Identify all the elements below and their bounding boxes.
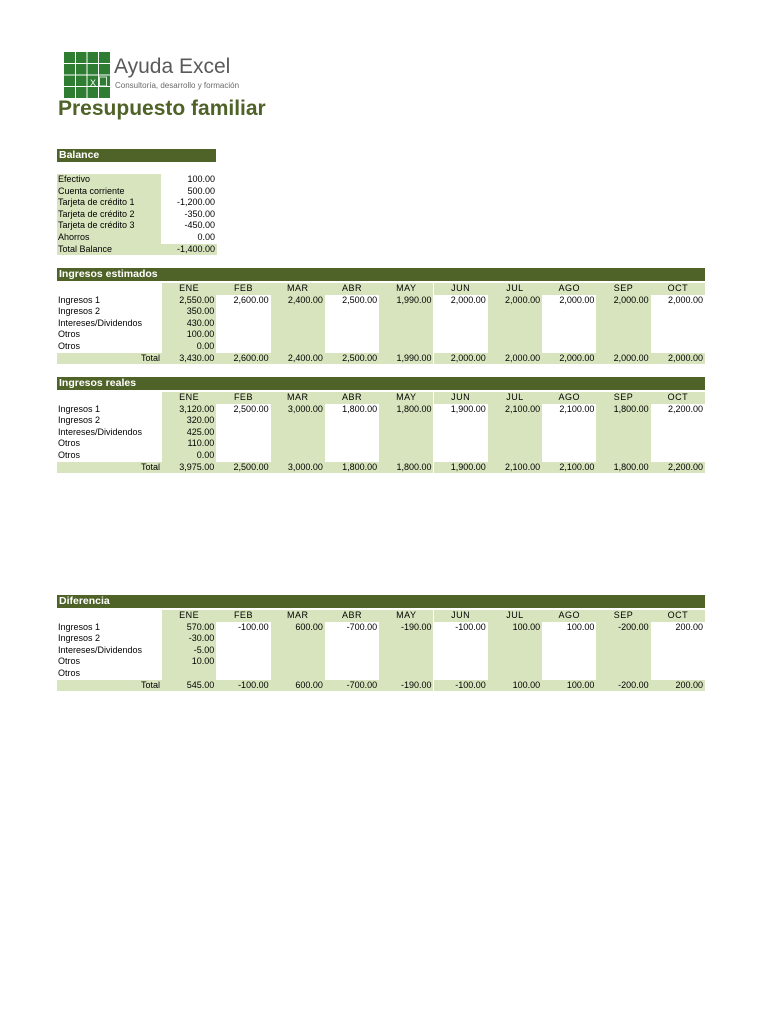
table-cell: 2,100.00 <box>559 403 595 414</box>
month-header: FEB <box>216 283 270 295</box>
month-header: AGO <box>542 283 596 295</box>
table-cell <box>596 633 650 645</box>
month-header: MAY <box>379 610 433 622</box>
table-cell <box>488 656 542 668</box>
table-cell <box>379 306 433 318</box>
table-cell <box>651 306 705 318</box>
table-cell <box>216 427 270 439</box>
month-header: JUN <box>434 610 488 622</box>
total-row <box>57 462 705 474</box>
table-cell: -100.00 <box>455 621 486 632</box>
table-cell <box>542 341 596 353</box>
spreadsheet-logo-icon <box>64 52 110 98</box>
table-cell: 0.00 <box>162 341 216 353</box>
table-cell <box>596 450 650 462</box>
month-header: FEB <box>216 392 270 404</box>
table-row <box>57 438 705 450</box>
table-cell <box>488 668 542 680</box>
row-label: Ingresos 2 <box>58 306 101 317</box>
table-cell <box>542 415 596 427</box>
total-cell: 3,975.00 <box>162 462 216 474</box>
month-header-row <box>57 283 705 295</box>
table-cell: 2,000.00 <box>488 295 542 307</box>
balance-value: -1,200.00 <box>176 197 215 208</box>
table-cell <box>379 318 433 330</box>
table-cell <box>271 306 325 318</box>
balance-header: Balance <box>57 149 216 162</box>
total-cell: 3,000.00 <box>271 462 325 474</box>
month-header: MAR <box>271 392 325 404</box>
table-row <box>57 404 705 416</box>
table-cell <box>651 329 705 341</box>
table-cell: -100.00 <box>238 621 269 632</box>
table-cell <box>488 318 542 330</box>
total-cell: 2,200.00 <box>651 462 705 474</box>
table-cell <box>651 341 705 353</box>
table-cell: 100.00 <box>566 621 595 632</box>
table-cell: 1,900.00 <box>450 403 486 414</box>
month-header: OCT <box>651 610 705 622</box>
table-cell <box>325 318 379 330</box>
table-cell: 2,200.00 <box>667 403 703 414</box>
table-cell <box>216 438 270 450</box>
month-header: ENE <box>162 392 216 404</box>
table-cell: -700.00 <box>346 621 378 632</box>
table-cell <box>542 668 596 680</box>
month-header: FEB <box>216 610 270 622</box>
month-header: SEP <box>596 392 650 404</box>
table-cell <box>488 633 542 645</box>
total-cell: -700.00 <box>325 680 379 692</box>
table-cell <box>216 450 270 462</box>
table-cell <box>488 415 542 427</box>
table-cell <box>216 633 270 645</box>
table-row <box>57 427 705 439</box>
balance-label: Tarjeta de crédito 3 <box>57 220 161 232</box>
table-cell <box>325 306 379 318</box>
table-cell <box>271 318 325 330</box>
total-cell: 1,900.00 <box>434 462 488 474</box>
table-cell <box>271 656 325 668</box>
table-row <box>57 645 705 657</box>
table-cell: 1,990.00 <box>379 295 433 307</box>
table-cell <box>216 329 270 341</box>
table-cell <box>325 341 379 353</box>
table-cell <box>216 656 270 668</box>
table-row <box>57 318 705 330</box>
table-cell <box>488 341 542 353</box>
total-cell: 2,100.00 <box>488 462 542 474</box>
table-cell <box>325 645 379 657</box>
total-cell: 100.00 <box>542 680 596 692</box>
balance-value: -450.00 <box>184 220 215 231</box>
table-row <box>57 341 705 353</box>
table-cell <box>542 438 596 450</box>
table-cell <box>542 306 596 318</box>
table-cell <box>379 645 433 657</box>
table-cell <box>596 668 650 680</box>
table-cell: 2,500.00 <box>342 294 378 305</box>
table-cell <box>651 645 705 657</box>
total-cell: -190.00 <box>379 680 433 692</box>
table-cell <box>651 318 705 330</box>
total-cell: 1,990.00 <box>379 353 433 365</box>
table-cell: 2,600.00 <box>233 294 269 305</box>
table-cell <box>434 341 488 353</box>
table-cell: 2,100.00 <box>488 404 542 416</box>
table-cell <box>651 427 705 439</box>
table-cell: -190.00 <box>379 622 433 634</box>
table-cell: 600.00 <box>271 622 325 634</box>
balance-row <box>57 220 217 232</box>
table-cell <box>488 450 542 462</box>
row-label: Otros <box>58 449 81 460</box>
table-cell <box>434 438 488 450</box>
month-header: JUN <box>434 283 488 295</box>
table-cell <box>379 341 433 353</box>
total-cell: 2,000.00 <box>596 353 650 365</box>
total-cell: 200.00 <box>651 680 705 692</box>
table-cell <box>325 668 379 680</box>
balance-table <box>57 174 217 255</box>
balance-label: Tarjeta de crédito 1 <box>57 197 161 209</box>
total-cell: 1,800.00 <box>379 462 433 474</box>
table-cell <box>651 633 705 645</box>
table-cell: 430.00 <box>162 318 216 330</box>
table-cell: 350.00 <box>162 306 216 318</box>
table-cell <box>271 438 325 450</box>
month-header: OCT <box>651 283 705 295</box>
table-cell: -30.00 <box>162 633 216 645</box>
balance-row <box>57 197 217 209</box>
month-header: AGO <box>542 392 596 404</box>
table-cell <box>651 656 705 668</box>
month-header: ENE <box>162 283 216 295</box>
table-cell <box>651 438 705 450</box>
table-cell <box>596 329 650 341</box>
balance-value: 100.00 <box>187 174 215 184</box>
table-cell <box>542 427 596 439</box>
table-cell <box>434 415 488 427</box>
table-cell <box>271 633 325 645</box>
table-cell <box>596 645 650 657</box>
svg-text:X: X <box>90 78 97 88</box>
table-cell <box>434 656 488 668</box>
table-cell: 3,120.00 <box>162 404 216 416</box>
month-header-row <box>57 610 705 622</box>
table-cell <box>325 329 379 341</box>
table-row <box>57 295 705 307</box>
month-header: JUL <box>488 392 542 404</box>
balance-row <box>57 174 217 186</box>
table-row <box>57 450 705 462</box>
table-cell <box>596 415 650 427</box>
total-cell: 2,400.00 <box>271 353 325 365</box>
table-cell <box>596 656 650 668</box>
balance-row <box>57 244 217 256</box>
page-title: Presupuesto familiar <box>58 97 266 120</box>
total-cell: 1,800.00 <box>325 462 379 474</box>
table-cell <box>434 329 488 341</box>
table-cell: 1,800.00 <box>596 404 650 416</box>
table-cell <box>325 427 379 439</box>
table-cell <box>488 329 542 341</box>
balance-label: Tarjeta de crédito 2 <box>57 209 161 221</box>
diferencia-header: Diferencia <box>57 595 705 608</box>
table-cell <box>325 415 379 427</box>
balance-row <box>57 186 217 198</box>
table-cell <box>271 415 325 427</box>
total-cell: -200.00 <box>596 680 650 692</box>
balance-value: 500.00 <box>187 185 215 196</box>
table-cell: 570.00 <box>162 622 216 634</box>
table-cell <box>379 427 433 439</box>
table-cell <box>651 415 705 427</box>
balance-value: 0.00 <box>197 231 215 242</box>
table-cell: 2,000.00 <box>559 294 595 305</box>
table-cell <box>542 329 596 341</box>
logo-name: Ayuda Excel <box>114 55 231 78</box>
balance-row <box>57 232 217 244</box>
table-cell <box>488 645 542 657</box>
table-cell <box>542 645 596 657</box>
table-cell <box>325 438 379 450</box>
balance-label: Efectivo <box>57 174 161 186</box>
table-cell <box>596 306 650 318</box>
table-cell <box>216 306 270 318</box>
table-cell <box>216 645 270 657</box>
table-cell: -200.00 <box>596 622 650 634</box>
row-label: Intereses/Dividendos <box>58 426 143 437</box>
total-cell: -100.00 <box>216 680 270 692</box>
month-header: MAY <box>379 283 433 295</box>
month-header-row <box>57 392 705 404</box>
table-cell <box>271 450 325 462</box>
month-header: SEP <box>596 610 650 622</box>
table-cell: 1,800.00 <box>379 404 433 416</box>
table-cell <box>271 427 325 439</box>
table-cell <box>651 450 705 462</box>
month-header: JUL <box>488 610 542 622</box>
table-cell: 2,000.00 <box>667 294 703 305</box>
row-label: Ingresos 2 <box>58 415 101 426</box>
table-cell: 100.00 <box>488 622 542 634</box>
balance-label: Ahorros <box>57 232 161 244</box>
table-cell: 10.00 <box>162 656 216 668</box>
total-label: Total <box>57 680 162 692</box>
table-cell: -5.00 <box>162 645 216 657</box>
table-cell <box>596 427 650 439</box>
month-header: MAY <box>379 392 433 404</box>
table-cell <box>651 668 705 680</box>
table-cell <box>434 450 488 462</box>
month-header: SEP <box>596 283 650 295</box>
table-cell <box>488 427 542 439</box>
logo-tagline: Consultoría, desarrollo y formación <box>115 81 240 90</box>
month-header: AGO <box>542 610 596 622</box>
total-cell: 2,000.00 <box>651 353 705 365</box>
row-label: Otros <box>58 340 81 351</box>
total-cell: 2,000.00 <box>434 353 488 365</box>
table-cell: 320.00 <box>162 415 216 427</box>
table-cell <box>596 341 650 353</box>
ingresos-estimados-table <box>57 283 705 364</box>
table-cell <box>162 668 216 680</box>
total-cell: 2,600.00 <box>216 353 270 365</box>
table-cell <box>434 306 488 318</box>
table-cell <box>542 656 596 668</box>
table-cell <box>488 306 542 318</box>
table-row <box>57 668 705 680</box>
month-header: JUN <box>434 392 488 404</box>
table-cell <box>216 415 270 427</box>
table-cell <box>434 318 488 330</box>
table-cell <box>271 341 325 353</box>
table-cell <box>325 656 379 668</box>
total-cell: 2,500.00 <box>216 462 270 474</box>
row-label: Otros <box>58 438 81 449</box>
month-header: OCT <box>651 392 705 404</box>
row-label: Otros <box>58 656 81 667</box>
estimados-header: Ingresos estimados <box>57 268 705 281</box>
table-cell: 2,500.00 <box>233 403 269 414</box>
total-cell: 1,800.00 <box>596 462 650 474</box>
row-label: Ingresos 1 <box>58 403 101 414</box>
table-cell <box>542 633 596 645</box>
month-header: ENE <box>162 610 216 622</box>
row-label: Ingresos 2 <box>58 633 101 644</box>
balance-value: -1,400.00 <box>161 244 217 256</box>
table-cell <box>379 656 433 668</box>
month-header: ABR <box>325 283 379 295</box>
balance-label: Total Balance <box>57 244 161 256</box>
table-cell <box>596 438 650 450</box>
table-cell <box>434 668 488 680</box>
table-cell <box>379 329 433 341</box>
table-cell: 425.00 <box>162 427 216 439</box>
total-row <box>57 680 705 692</box>
total-label: Total <box>57 353 162 365</box>
table-cell: 1,800.00 <box>342 403 378 414</box>
total-cell: 600.00 <box>271 680 325 692</box>
table-cell <box>379 668 433 680</box>
table-cell: 2,550.00 <box>162 295 216 307</box>
row-label: Ingresos 1 <box>58 294 101 305</box>
table-cell <box>379 415 433 427</box>
total-cell: 2,000.00 <box>488 353 542 365</box>
table-cell <box>271 329 325 341</box>
row-label: Otros <box>58 329 81 340</box>
table-row <box>57 633 705 645</box>
table-cell: 0.00 <box>162 450 216 462</box>
table-cell <box>379 438 433 450</box>
table-cell <box>542 450 596 462</box>
table-cell <box>216 668 270 680</box>
row-label: Ingresos 1 <box>58 621 101 632</box>
balance-row <box>57 209 217 221</box>
total-label: Total <box>57 462 162 474</box>
table-cell: 200.00 <box>675 621 703 632</box>
table-row <box>57 306 705 318</box>
month-header: ABR <box>325 392 379 404</box>
table-cell: 110.00 <box>162 438 216 450</box>
table-cell <box>216 318 270 330</box>
table-cell: 100.00 <box>162 329 216 341</box>
row-label: Intereses/Dividendos <box>58 644 143 655</box>
table-cell <box>379 450 433 462</box>
table-row <box>57 622 705 634</box>
table-cell <box>379 633 433 645</box>
total-cell: 2,000.00 <box>542 353 596 365</box>
table-cell <box>596 318 650 330</box>
total-cell: 545.00 <box>162 680 216 692</box>
total-cell: 3,430.00 <box>162 353 216 365</box>
table-cell: 2,000.00 <box>450 294 486 305</box>
balance-label: Cuenta corriente <box>57 186 161 198</box>
table-row <box>57 656 705 668</box>
month-header: ABR <box>325 610 379 622</box>
reales-header: Ingresos reales <box>57 377 705 390</box>
month-header: MAR <box>271 610 325 622</box>
table-cell <box>216 341 270 353</box>
table-row <box>57 329 705 341</box>
table-cell <box>542 318 596 330</box>
table-cell <box>325 633 379 645</box>
diferencia-table <box>57 610 705 691</box>
row-label: Intereses/Dividendos <box>58 317 143 328</box>
table-cell <box>325 450 379 462</box>
total-cell: 2,100.00 <box>542 462 596 474</box>
row-label: Otros <box>58 667 81 678</box>
table-cell: 2,000.00 <box>596 295 650 307</box>
table-cell <box>434 633 488 645</box>
table-cell <box>488 438 542 450</box>
balance-value: -350.00 <box>184 208 215 219</box>
table-cell <box>271 668 325 680</box>
table-cell: 3,000.00 <box>271 404 325 416</box>
total-cell: -100.00 <box>434 680 488 692</box>
table-cell <box>271 645 325 657</box>
table-cell <box>434 645 488 657</box>
table-cell <box>434 427 488 439</box>
month-header: MAR <box>271 283 325 295</box>
table-row <box>57 415 705 427</box>
total-cell: 100.00 <box>488 680 542 692</box>
table-cell: 2,400.00 <box>271 295 325 307</box>
ayuda-excel-logo <box>64 52 254 98</box>
total-cell: 2,500.00 <box>325 353 379 365</box>
ingresos-reales-table <box>57 392 705 473</box>
month-header: JUL <box>488 283 542 295</box>
total-row <box>57 353 705 365</box>
